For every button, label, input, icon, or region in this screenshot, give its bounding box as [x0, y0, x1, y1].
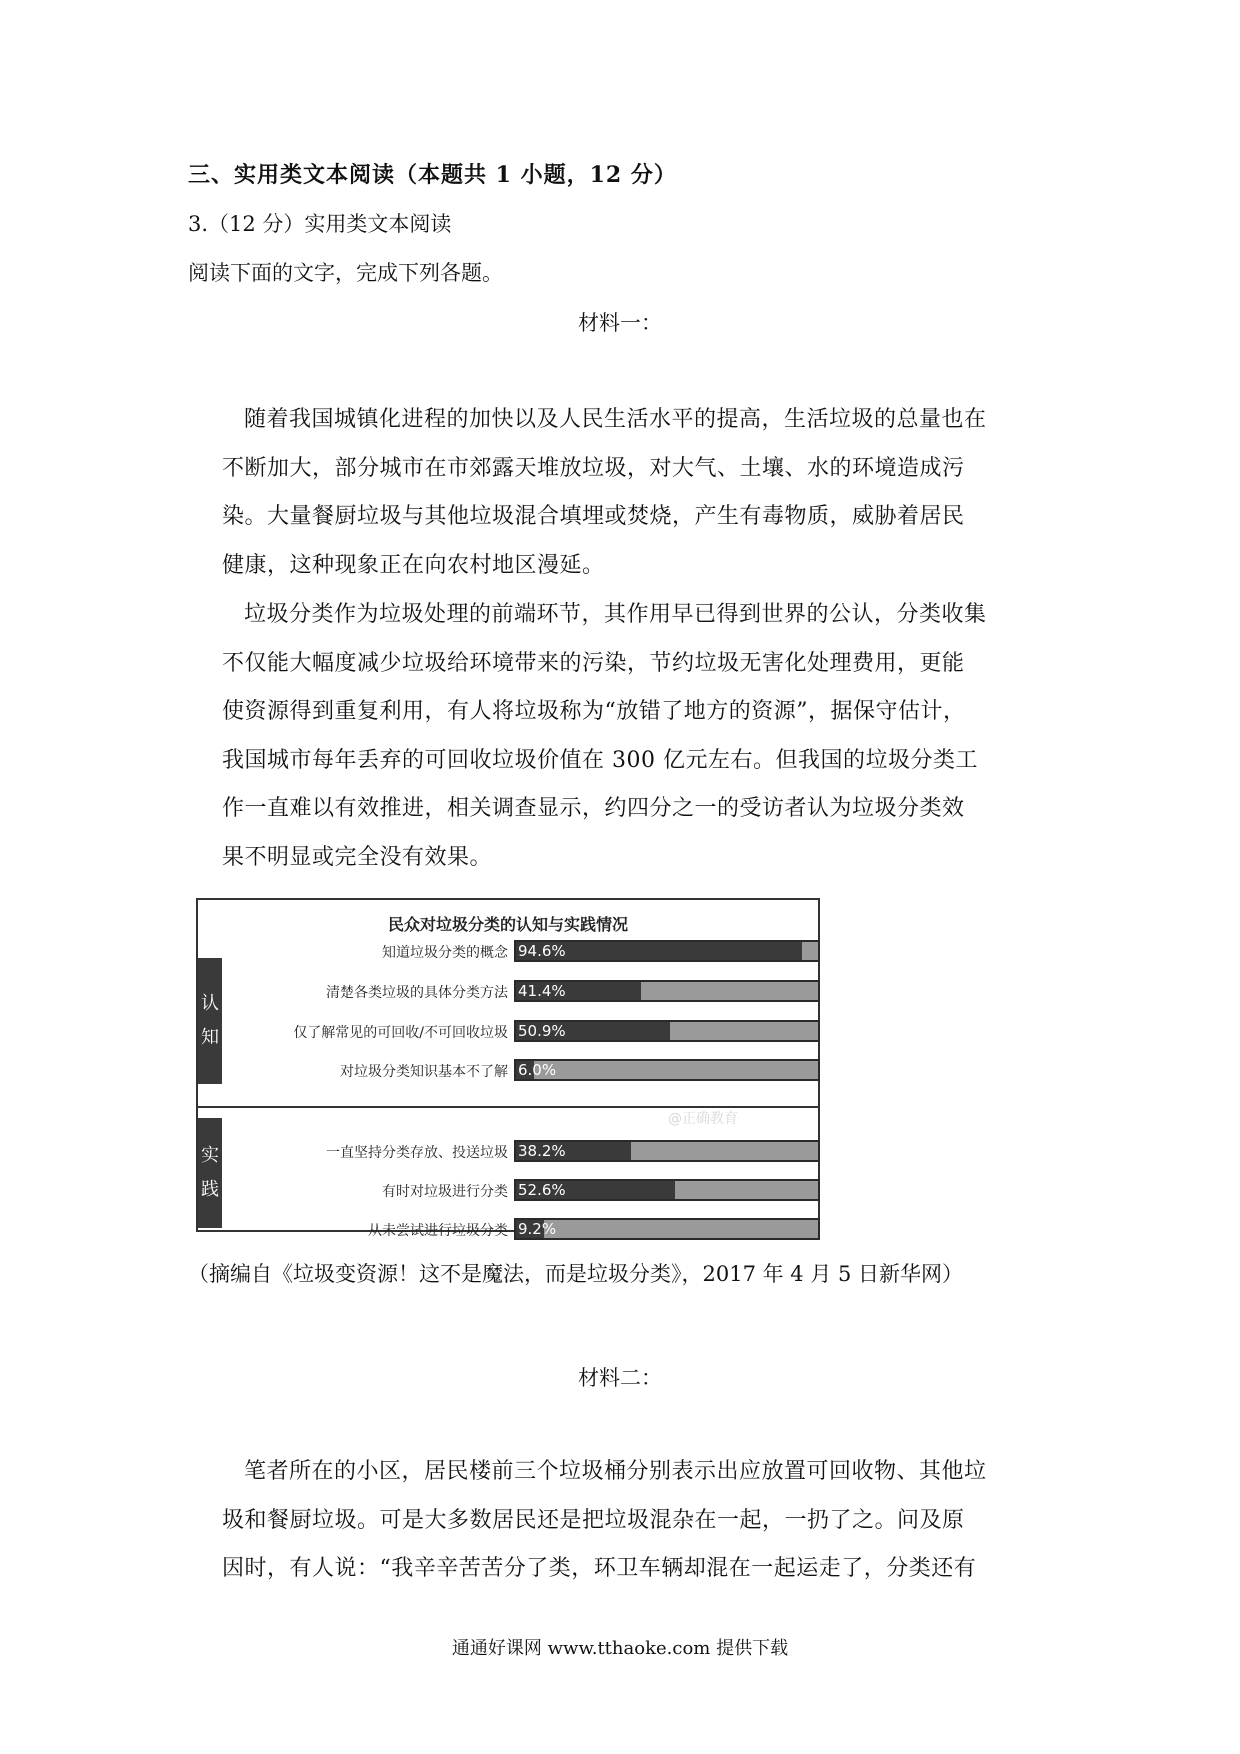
bar-track [514, 1179, 820, 1201]
bar-track [514, 1218, 820, 1240]
group-label: 认 知 [198, 958, 222, 1084]
source-note: （摘编自《垃圾变资源！这不是魔法，而是垃圾分类》，2017 年 4 月 5 日新华网） [188, 1262, 964, 1286]
text-line: 健康，这种现象正在向农村地区漫延。 [222, 552, 605, 578]
material2-heading: 材料二： [578, 1366, 662, 1390]
text-line: 圾和餐厨垃圾。可是大多数居民还是把垃圾混杂在一起，一扔了之。问及原 [222, 1507, 965, 1533]
bar-label: 有时对垃圾进行分类 [382, 1184, 508, 1200]
bar-label: 知道垃圾分类的概念 [382, 945, 508, 961]
text-line: 我国城市每年丢弃的可回收垃圾价值在 300 亿元左右。但我国的垃圾分类工 [222, 747, 978, 773]
bar-row [222, 978, 818, 1006]
bar-track [514, 1059, 820, 1081]
material1-paragraph2 [222, 591, 1062, 883]
bar-track [514, 980, 820, 1002]
bar-value-label: 52.6% [518, 1181, 566, 1199]
text-line: 使资源得到重复利用，有人将垃圾称为“放错了地方的资源”，据保守估计， [222, 699, 966, 725]
bar-row [222, 1216, 818, 1244]
question-heading: 3.（12 分）实用类文本阅读 [188, 212, 452, 236]
text-line: 垃圾分类作为垃圾处理的前端环节，其作用早已得到世界的公认，分类收集 [244, 602, 987, 627]
text-line: 不仅能大幅度减少垃圾给环境带来的污染，节约垃圾无害化处理费用，更能 [222, 650, 965, 676]
material1-heading: 材料一： [578, 311, 662, 335]
bar-value-label: 9.2% [518, 1220, 557, 1238]
bar-value-label: 94.6% [518, 942, 566, 960]
bar-value-label: 50.9% [518, 1022, 566, 1040]
bar-row [222, 1018, 818, 1046]
bar-label: 一直坚持分类存放、投送垃圾 [326, 1145, 508, 1161]
instruction: 阅读下面的文字，完成下列各题。 [188, 261, 503, 285]
material2-paragraph [222, 1448, 1062, 1594]
bar-track [514, 940, 820, 962]
text-line: 随着我国城镇化进程的加快以及人民生活水平的提高，生活垃圾的总量也在 [244, 407, 987, 432]
bar-track [514, 1020, 820, 1042]
bar-track [514, 1140, 820, 1162]
text-line: 笔者所在的小区，居民楼前三个垃圾桶分别表示出应放置可回收物、其他垃 [244, 1459, 987, 1484]
bar-row [222, 1057, 818, 1085]
bar-label: 对垃圾分类知识基本不了解 [340, 1064, 508, 1080]
bar-label: 仅了解常见的可回收/不可回收垃圾 [293, 1025, 508, 1041]
bar-value-label: 6.0% [518, 1061, 557, 1079]
chart-watermark: @正确教育 [668, 1111, 738, 1127]
survey-chart [196, 898, 820, 1239]
bar-value-label: 38.2% [518, 1142, 566, 1160]
section-title: 三、实用类文本阅读（本题共 1 小题，12 分） [188, 162, 677, 188]
text-line: 作一直难以有效推进，相关调查显示，约四分之一的受访者认为垃圾分类效 [222, 796, 965, 822]
bar-row [222, 938, 818, 966]
text-line: 染。大量餐厨垃圾与其他垃圾混合填埋或焚烧，产生有毒物质，威胁着居民 [222, 504, 965, 530]
group-label: 实 践 [198, 1118, 222, 1228]
chart-title: 民众对垃圾分类的认知与实践情况 [387, 915, 628, 934]
text-line: 果不明显或完全没有效果。 [222, 844, 493, 870]
material1-paragraph1 [222, 396, 1062, 590]
bar-value-label: 41.4% [518, 982, 566, 1000]
page-footer: 通通好课网 www.tthaoke.com 提供下载 [451, 1638, 789, 1659]
text-line: 不断加大，部分城市在市郊露天堆放垃圾，对大气、土壤、水的环境造成污 [222, 455, 965, 481]
bar-row [222, 1138, 818, 1166]
bar-label: 从未尝试进行垃圾分类 [368, 1223, 508, 1239]
bar-label: 清楚各类垃圾的具体分类方法 [326, 985, 508, 1001]
bar-row [222, 1177, 818, 1205]
text-line: 因时，有人说：“我辛辛苦苦分了类，环卫车辆却混在一起运走了，分类还有 [222, 1556, 977, 1582]
